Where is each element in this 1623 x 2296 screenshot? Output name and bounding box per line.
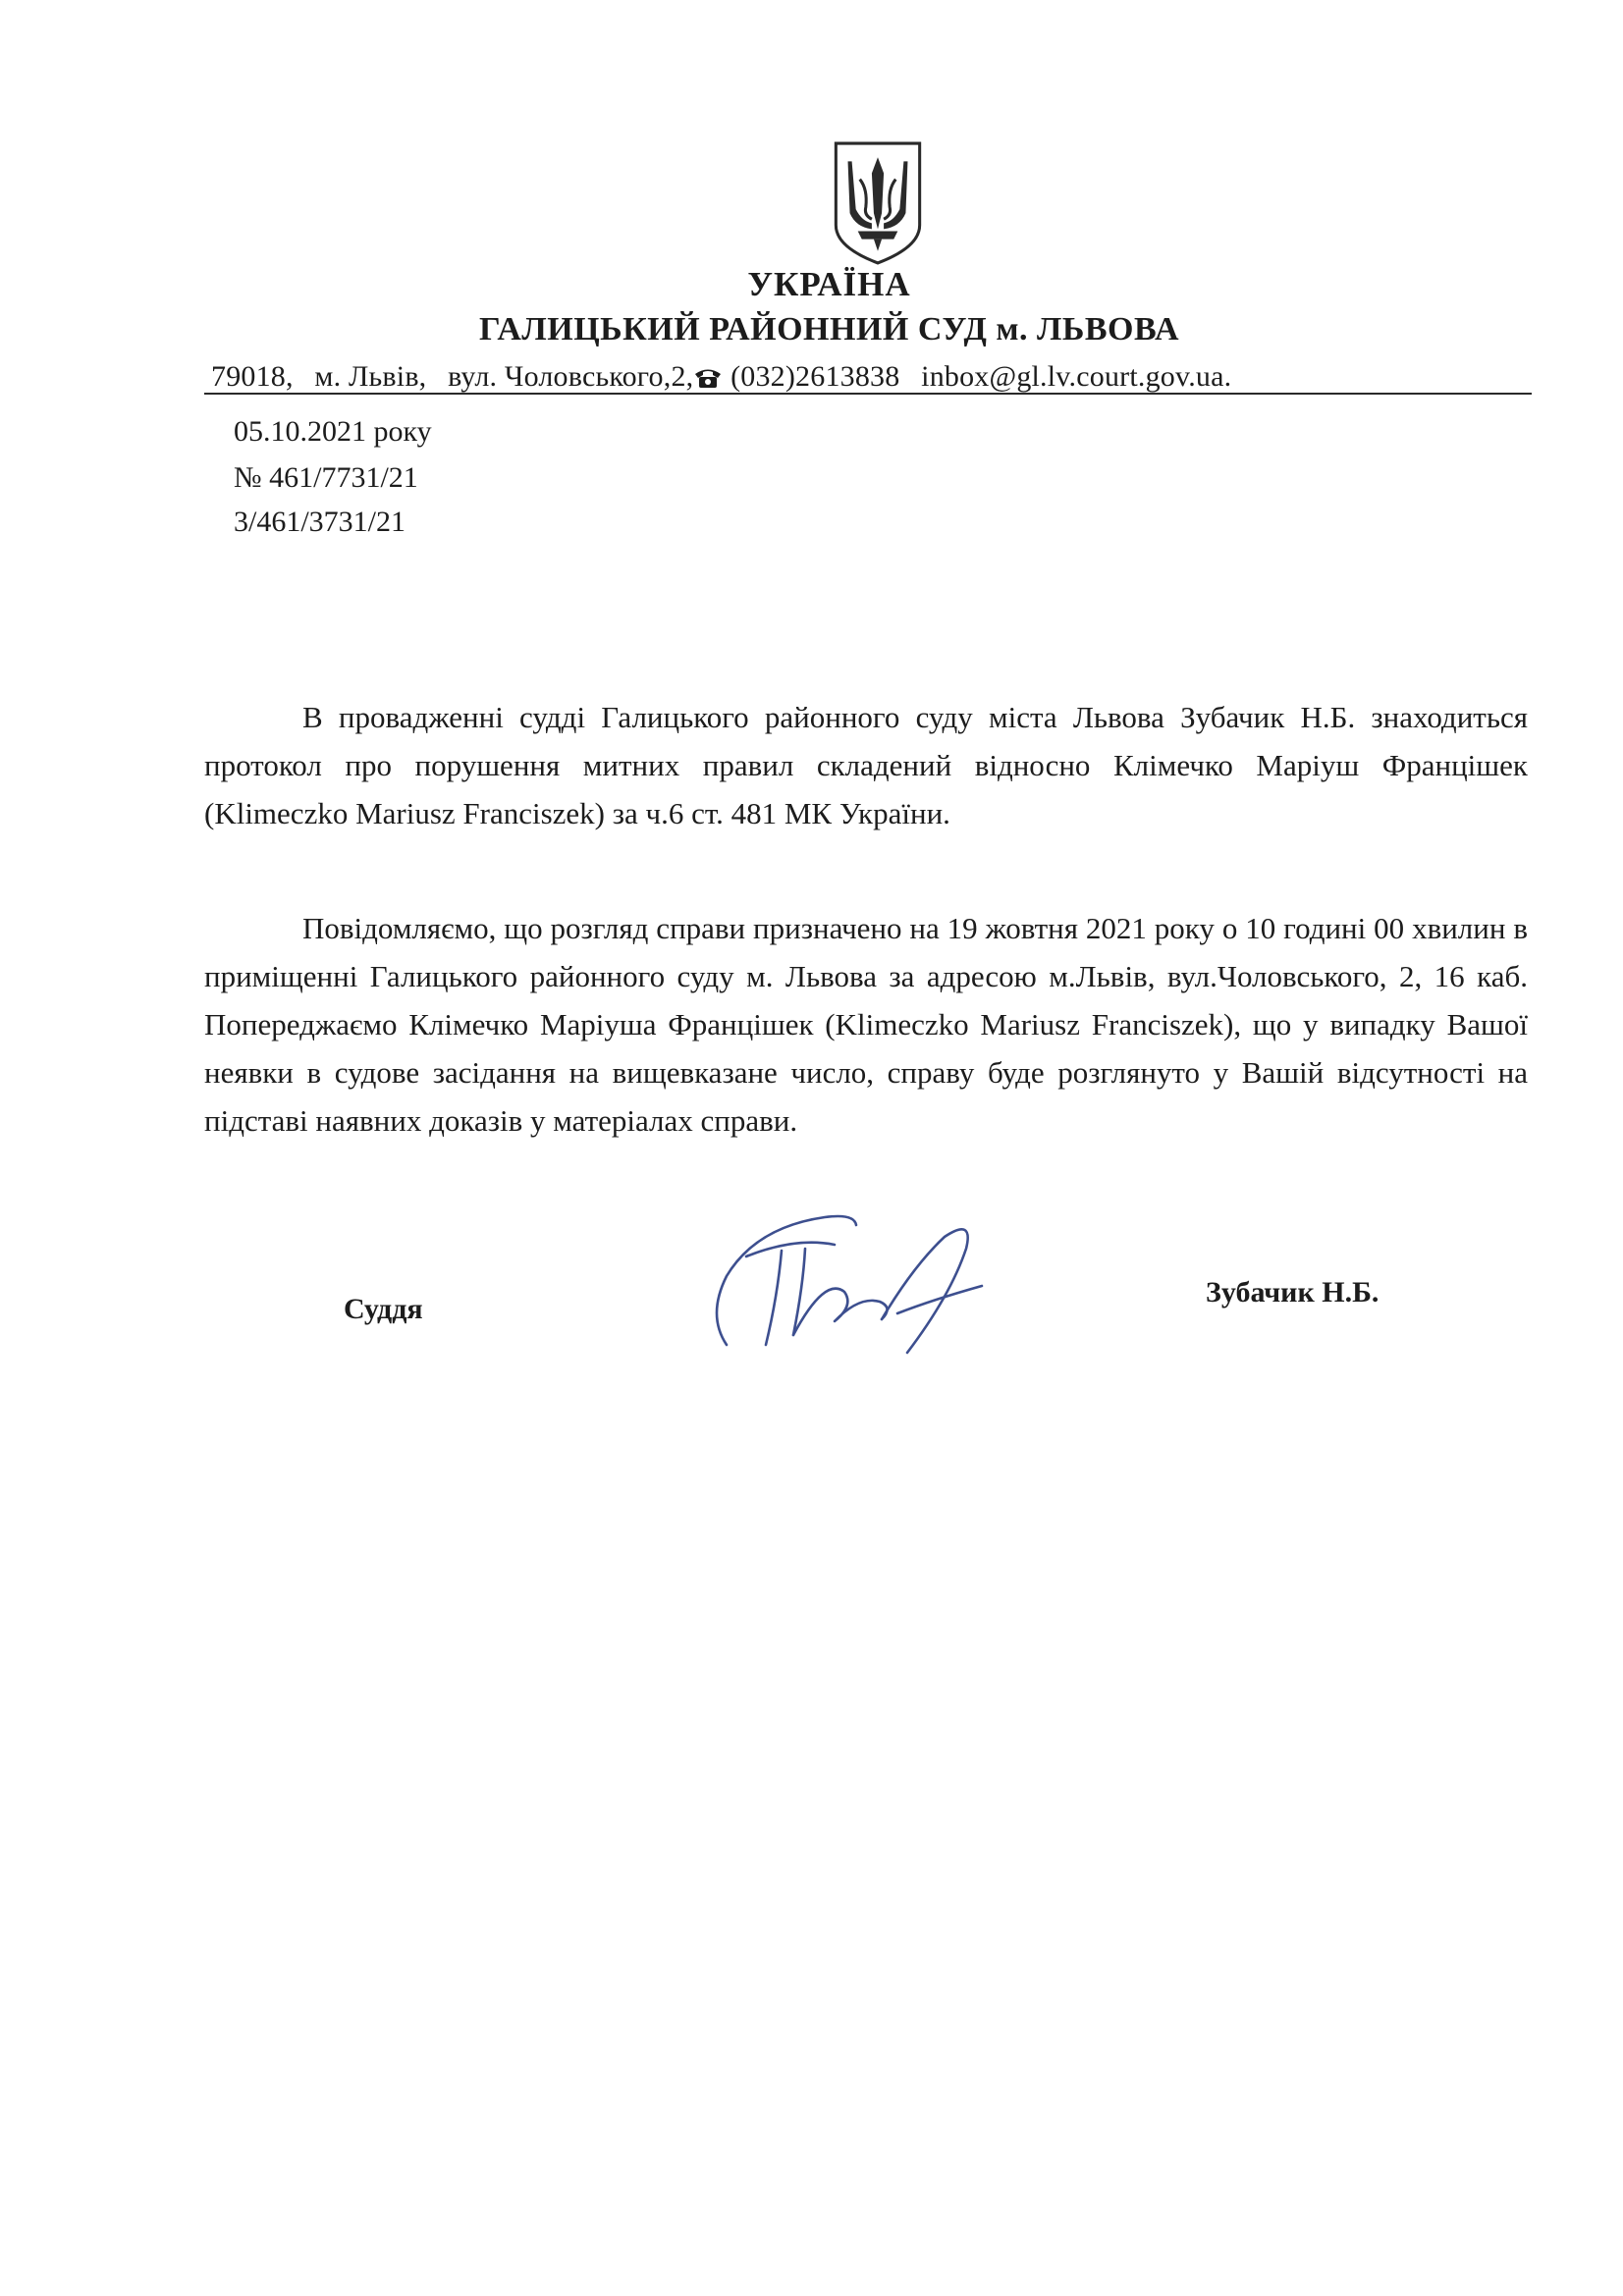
court-name-heading: ГАЛИЦЬКИЙ РАЙОННИЙ СУД м. ЛЬВОВА [478,311,1180,347]
tryzub-icon [828,139,928,267]
address-postcode: 79018, [211,360,294,393]
body-paragraph-hearing-notice: Повідомляємо, що розгляд справи призначено на 19 жовтня 2021 року о 10 годині 00 хвилин в приміщенні Галицького районного суду м. Львова за адресою м.Львів, вул.Чоловського, 2, 16 каб. Попереджаємо Клімечко Маріуша Францішек (Klimeczko Mariusz Franciszek), що у випадку Вашої неявки в судове засідання на вищевказане число, справу буде розглянуто у Вашій відсутності на підставі наявних доказів у матеріалах справи. [204,911,1528,1138]
signer-name: Зубачик Н.Б. [1206,1276,1380,1308]
address-phone: (032)2613838 [730,360,900,393]
handwritten-signature [687,1198,1011,1364]
registration-number: 3/461/3731/21 [234,506,406,538]
telephone-icon [693,365,723,389]
header-divider [204,393,1532,395]
body-paragraph-proceedings: В провадженні судді Галицького районного суду міста Львова Зубачик Н.Б. знаходиться протокол про порушення митних правил складений відносно Клімечко Маріуш Францішек (Klimeczko Mariusz Franciszek) за ч.6 ст. 481 МК України. [204,700,1528,830]
address-city: м. Львів, [314,360,427,393]
case-number: № 461/7731/21 [234,461,418,494]
letter-date: 05.10.2021 року [234,415,432,448]
address-street: вул. Чоловського,2, [448,360,694,393]
signer-role: Суддя [344,1293,423,1325]
address-email: inbox@gl.lv.court.gov.ua. [921,360,1232,393]
country-heading: УКРАЇНА [747,265,911,303]
court-address-line [211,360,1527,394]
